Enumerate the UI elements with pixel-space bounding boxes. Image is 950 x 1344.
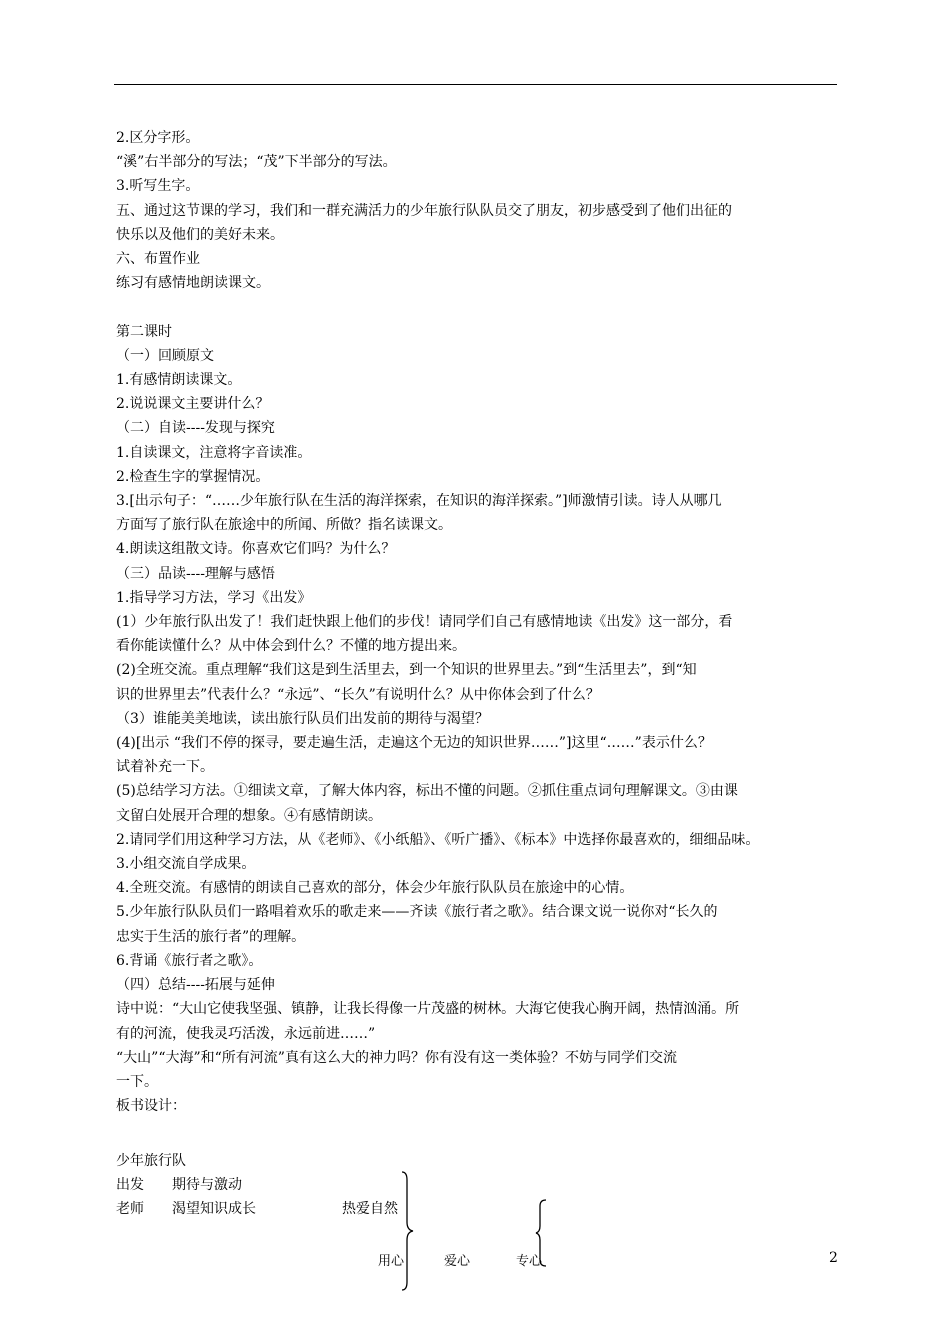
- page-number: 2: [829, 1250, 838, 1266]
- text-line: 练习有感情地朗读课文。: [116, 275, 270, 292]
- text-line: 六、布置作业: [116, 251, 200, 268]
- board-row1-right: 期待与激动: [172, 1177, 242, 1193]
- small-brace: [534, 1198, 550, 1268]
- text-line: 有的河流，使我灵巧活泼，永远前进……”: [116, 1025, 376, 1042]
- text-line: [116, 295, 838, 319]
- text-line: 方面写了旅行队在旅途中的所闻、所做？指名读课文。: [116, 517, 452, 534]
- text-line: （二）自读----发现与探究: [116, 420, 275, 437]
- text-line: 板书设计：: [116, 1098, 186, 1115]
- text-line: 五、通过这节课的学习，我们和一群充满活力的少年旅行队队员交了朋友，初步感受到了他们出征的: [116, 202, 732, 219]
- text-line: 2.请同学们用这种学习方法，从《老师》、《小纸船》、《听广播》、《标本》中选择你最喜欢的，细细品味。: [116, 831, 760, 848]
- board-bottom-2: 爱心: [444, 1254, 471, 1269]
- blackboard-design: [116, 1150, 838, 1300]
- large-brace: [396, 1170, 420, 1292]
- text-line: 4.朗读这组散文诗。你喜欢它们吗？为什么？: [116, 541, 396, 558]
- text-line: （四）总结----拓展与延伸: [116, 977, 275, 994]
- text-line: 2.区分字形。: [116, 130, 200, 146]
- text-line: 6.背诵《旅行者之歌》。: [116, 952, 263, 969]
- text-line: 3.[出示句子：“……少年旅行队在生活的海洋探索，在知识的海洋探索。”]师激情引读。诗人从哪几: [116, 493, 722, 510]
- text-line: 看你能读懂什么？从中体会到什么？不懂的地方提出来。: [116, 638, 466, 655]
- text-line: “大山”“大海”和“所有河流”真有这么大的神力吗？你有没有这一类体验？不妨与同学们交流: [116, 1049, 677, 1066]
- text-line: 快乐以及他们的美好未来。: [116, 226, 284, 243]
- board-row2-right: 热爱自然: [342, 1201, 398, 1217]
- board-bottom-3: 专心: [516, 1254, 543, 1269]
- text-line: 2.检查生字的掌握情况。: [116, 468, 270, 485]
- text-line: 5.少年旅行队队员们一路唱着欢乐的歌走来——齐读《旅行者之歌》。结合课文说一说你对“长久的: [116, 904, 718, 921]
- text-line: 2.说说课文主要讲什么？: [116, 396, 270, 413]
- board-row2-mid: 渴望知识成长: [172, 1201, 256, 1217]
- text-line: 1.指导学习方法，学习《出发》: [116, 589, 312, 606]
- text-line: (5)总结学习方法。①细读文章，了解大体内容，标出不懂的问题。②抓住重点词句理解课文。③由课: [116, 783, 738, 800]
- header-rule: [114, 84, 837, 85]
- text-line: 3.小组交流自学成果。: [116, 856, 256, 873]
- text-line: 3.听写生字。: [116, 178, 200, 195]
- board-bottom-1: 用心: [378, 1254, 405, 1269]
- text-line: 忠实于生活的旅行者”的理解。: [116, 928, 306, 945]
- text-line: 1.自读课文，注意将字音读准。: [116, 444, 312, 461]
- document-body: [116, 126, 838, 1118]
- text-line: 一下。: [116, 1073, 158, 1090]
- text-line: (4)[出示 “我们不停的探寻，要走遍生活，走遍这个无边的知识世界……”]这里“……”表示什么？: [116, 735, 712, 752]
- text-line: “溪”右半部分的写法；“茂”下半部分的写法。: [116, 154, 397, 171]
- text-line: 文留白处展开合理的想象。④有感情朗读。: [116, 807, 382, 824]
- text-line: （三）品读----理解与感悟: [116, 565, 275, 582]
- text-line: (1）少年旅行队出发了！我们赶快跟上他们的步伐！请同学们自己有感情地读《出发》这一部分，看: [116, 614, 733, 631]
- text-line: （3）谁能美美地读，读出旅行队员们出发前的期待与渴望？: [116, 710, 489, 727]
- board-row2-left: 老师: [116, 1201, 144, 1217]
- text-line: 1.有感情朗读课文。: [116, 372, 242, 389]
- board-row1-left: 出发: [116, 1177, 144, 1193]
- text-line: 试着补充一下。: [116, 759, 214, 776]
- text-line: 诗中说：“大山它使我坚强、镇静，让我长得像一片茂盛的树林。大海它使我心胸开阔，热情汹涌。所: [116, 1001, 740, 1018]
- board-title: 少年旅行队: [116, 1153, 186, 1169]
- text-line: 第二课时: [116, 323, 172, 340]
- text-line: (2)全班交流。重点理解“我们这是到生活里去，到一个知识的世界里去。”到“生活里去”，到“知: [116, 662, 697, 679]
- text-line: （一）回顾原文: [116, 347, 214, 364]
- text-line: 识的世界里去”代表什么？“永远”、“长久”有说明什么？从中你体会到了什么？: [116, 686, 600, 703]
- text-line: 4.全班交流。有感情的朗读自己喜欢的部分，体会少年旅行队队员在旅途中的心情。: [116, 880, 634, 897]
